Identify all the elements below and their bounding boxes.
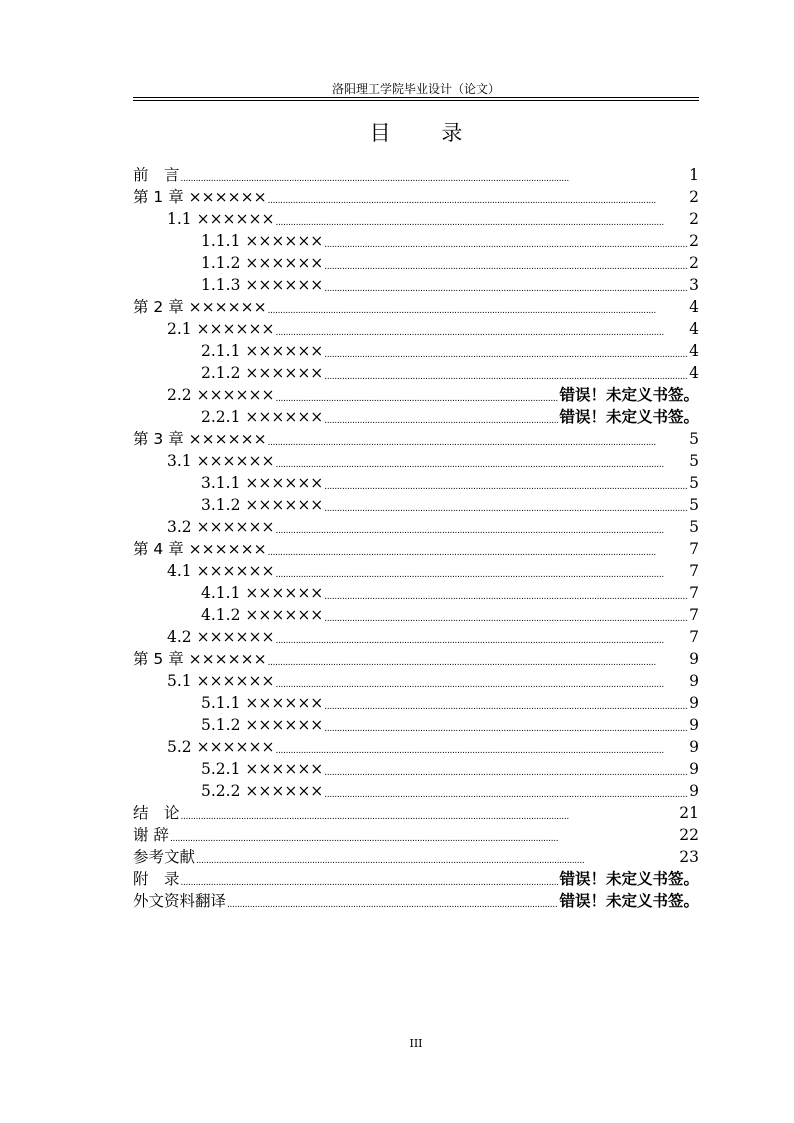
toc-entry[interactable] <box>133 295 699 317</box>
toc-page-number: 4 <box>689 298 699 316</box>
toc-entry[interactable] <box>133 251 699 273</box>
toc-page-number: 2 <box>689 210 699 228</box>
toc-entry[interactable] <box>133 229 699 251</box>
toc-entry[interactable] <box>133 581 699 603</box>
toc-entry-label: 谢 辞 <box>133 826 169 844</box>
toc-page-number: 2 <box>689 232 699 250</box>
toc-entry-label: 前 言 <box>133 166 180 184</box>
toc-entry-label: 4.1 ×××××× <box>167 562 275 580</box>
toc-entry-label: 5.1 ×××××× <box>167 672 275 690</box>
toc-entry[interactable] <box>133 669 699 691</box>
toc-entry[interactable] <box>133 383 699 405</box>
dot-leader <box>196 847 678 867</box>
dot-leader <box>324 759 688 779</box>
toc-page-number: 9 <box>689 782 699 800</box>
toc-page-number: 7 <box>689 562 699 580</box>
toc-entry-label: 结 论 <box>133 804 180 822</box>
toc-entry[interactable] <box>133 471 699 493</box>
toc-entry-label: 2.1.1 ×××××× <box>201 342 324 360</box>
dot-leader <box>276 451 689 471</box>
toc-page-number: 7 <box>689 628 699 646</box>
dot-leader <box>268 649 689 669</box>
toc-entry-label: 5.2.1 ×××××× <box>201 760 324 778</box>
page-number: III <box>409 1037 423 1050</box>
toc-page-number: 9 <box>689 672 699 690</box>
toc-entry-label: 1.1.1 ×××××× <box>201 232 324 250</box>
dot-leader <box>324 363 688 383</box>
toc-entry[interactable] <box>133 163 699 185</box>
dot-leader <box>276 385 559 405</box>
toc-error-message: 错误！未定义书签。 <box>559 408 699 426</box>
toc-entry[interactable] <box>133 867 699 889</box>
toc-entry[interactable] <box>133 735 699 757</box>
toc-entry[interactable] <box>133 339 699 361</box>
dot-leader <box>324 407 558 427</box>
toc-entry-label: 4.2 ×××××× <box>167 628 275 646</box>
toc-entry-label: 第 5 章 ×××××× <box>133 650 267 668</box>
dot-leader <box>276 737 689 757</box>
toc-page-number: 5 <box>689 430 699 448</box>
toc-entry-label: 第 2 章 ×××××× <box>133 298 267 316</box>
toc-entry-label: 附 录 <box>133 870 180 888</box>
toc-page-number: 2 <box>689 188 699 206</box>
dot-leader <box>324 231 688 251</box>
toc-error-message: 错误！未定义书签。 <box>559 386 699 404</box>
toc-entry[interactable] <box>133 273 699 295</box>
toc-page-number: 5 <box>689 496 699 514</box>
toc-entry[interactable] <box>133 823 699 845</box>
dot-leader <box>181 803 679 823</box>
toc-page-number: 9 <box>689 650 699 668</box>
dot-leader <box>276 517 689 537</box>
dot-leader <box>227 891 558 911</box>
dot-leader <box>276 319 689 339</box>
table-of-contents <box>133 163 699 911</box>
dot-leader <box>324 583 688 603</box>
toc-entry[interactable] <box>133 625 699 647</box>
toc-entry[interactable] <box>133 361 699 383</box>
toc-entry[interactable] <box>133 691 699 713</box>
header-rule-thin <box>133 97 699 98</box>
toc-entry-label: 3.1 ×××××× <box>167 452 275 470</box>
toc-error-message: 错误！未定义书签。 <box>559 892 699 910</box>
toc-entry-label: 3.1.1 ×××××× <box>201 474 324 492</box>
running-header: 洛阳理工学院毕业设计（论文） <box>331 82 500 96</box>
toc-entry[interactable] <box>133 515 699 537</box>
toc-entry-label: 1.1.2 ×××××× <box>201 254 324 272</box>
toc-entry[interactable] <box>133 537 699 559</box>
toc-page-number: 9 <box>689 760 699 778</box>
toc-entry[interactable] <box>133 427 699 449</box>
dot-leader <box>268 187 689 207</box>
toc-entry-label: 2.1 ×××××× <box>167 320 275 338</box>
toc-entry[interactable] <box>133 449 699 471</box>
toc-entry-label: 5.2.2 ×××××× <box>201 782 324 800</box>
toc-entry-label: 2.1.2 ×××××× <box>201 364 324 382</box>
toc-entry-label: 5.1.2 ×××××× <box>201 716 324 734</box>
dot-leader <box>324 693 688 713</box>
toc-entry[interactable] <box>133 845 699 867</box>
toc-entry[interactable] <box>133 405 699 427</box>
toc-page-number: 5 <box>689 452 699 470</box>
dot-leader <box>324 715 688 735</box>
toc-entry[interactable] <box>133 493 699 515</box>
toc-page-number: 7 <box>689 584 699 602</box>
toc-title: 目 录 <box>369 121 485 145</box>
dot-leader <box>324 341 688 361</box>
toc-entry[interactable] <box>133 185 699 207</box>
toc-entry-label: 2.2 ×××××× <box>167 386 275 404</box>
toc-page-number: 4 <box>689 320 699 338</box>
toc-entry[interactable] <box>133 603 699 625</box>
toc-page-number: 23 <box>679 848 699 866</box>
toc-page-number: 2 <box>689 254 699 272</box>
dot-leader <box>276 209 689 229</box>
toc-entry[interactable] <box>133 559 699 581</box>
dot-leader <box>268 539 689 559</box>
dot-leader <box>324 781 688 801</box>
toc-entry[interactable] <box>133 207 699 229</box>
toc-entry[interactable] <box>133 713 699 735</box>
toc-entry-label: 第 4 章 ×××××× <box>133 540 267 558</box>
dot-leader <box>324 275 688 295</box>
toc-entry-label: 5.2 ×××××× <box>167 738 275 756</box>
toc-entry-label: 3.2 ×××××× <box>167 518 275 536</box>
dot-leader <box>170 825 678 845</box>
toc-entry-label: 5.1.1 ×××××× <box>201 694 324 712</box>
toc-error-message: 错误！未定义书签。 <box>559 870 699 888</box>
toc-entry-label: 4.1.2 ×××××× <box>201 606 324 624</box>
toc-entry-label: 3.1.2 ×××××× <box>201 496 324 514</box>
dot-leader <box>181 165 689 185</box>
toc-entry-label: 4.1.1 ×××××× <box>201 584 324 602</box>
dot-leader <box>268 297 689 317</box>
toc-entry-label: 2.2.1 ×××××× <box>201 408 324 426</box>
toc-page-number: 9 <box>689 738 699 756</box>
toc-page-number: 9 <box>689 716 699 734</box>
dot-leader <box>276 561 689 581</box>
dot-leader <box>324 495 688 515</box>
toc-entry[interactable] <box>133 779 699 801</box>
dot-leader <box>324 473 688 493</box>
toc-entry[interactable] <box>133 757 699 779</box>
toc-entry-label: 外文资料翻译 <box>133 892 227 910</box>
toc-entry[interactable] <box>133 317 699 339</box>
toc-entry-label: 1.1 ×××××× <box>167 210 275 228</box>
toc-page-number: 21 <box>679 804 699 822</box>
toc-entry[interactable] <box>133 801 699 823</box>
dot-leader <box>276 627 689 647</box>
toc-entry-label: 1.1.3 ×××××× <box>201 276 324 294</box>
toc-page-number: 5 <box>689 518 699 536</box>
toc-entry-label: 第 3 章 ×××××× <box>133 430 267 448</box>
dot-leader <box>268 429 689 449</box>
toc-page-number: 9 <box>689 694 699 712</box>
toc-page-number: 7 <box>689 606 699 624</box>
toc-page-number: 7 <box>689 540 699 558</box>
toc-entry-label: 第 1 章 ×××××× <box>133 188 267 206</box>
toc-page-number: 1 <box>689 166 699 184</box>
toc-entry[interactable] <box>133 647 699 669</box>
toc-page-number: 22 <box>679 826 699 844</box>
toc-entry-label: 参考文献 <box>133 848 196 866</box>
toc-entry[interactable] <box>133 889 699 911</box>
toc-page-number: 5 <box>689 474 699 492</box>
dot-leader <box>276 671 689 691</box>
dot-leader <box>324 253 688 273</box>
dot-leader <box>181 869 559 889</box>
header-rule-thick <box>133 100 699 101</box>
toc-page-number: 4 <box>689 342 699 360</box>
toc-page-number: 3 <box>689 276 699 294</box>
dot-leader <box>324 605 688 625</box>
toc-page-number: 4 <box>689 364 699 382</box>
